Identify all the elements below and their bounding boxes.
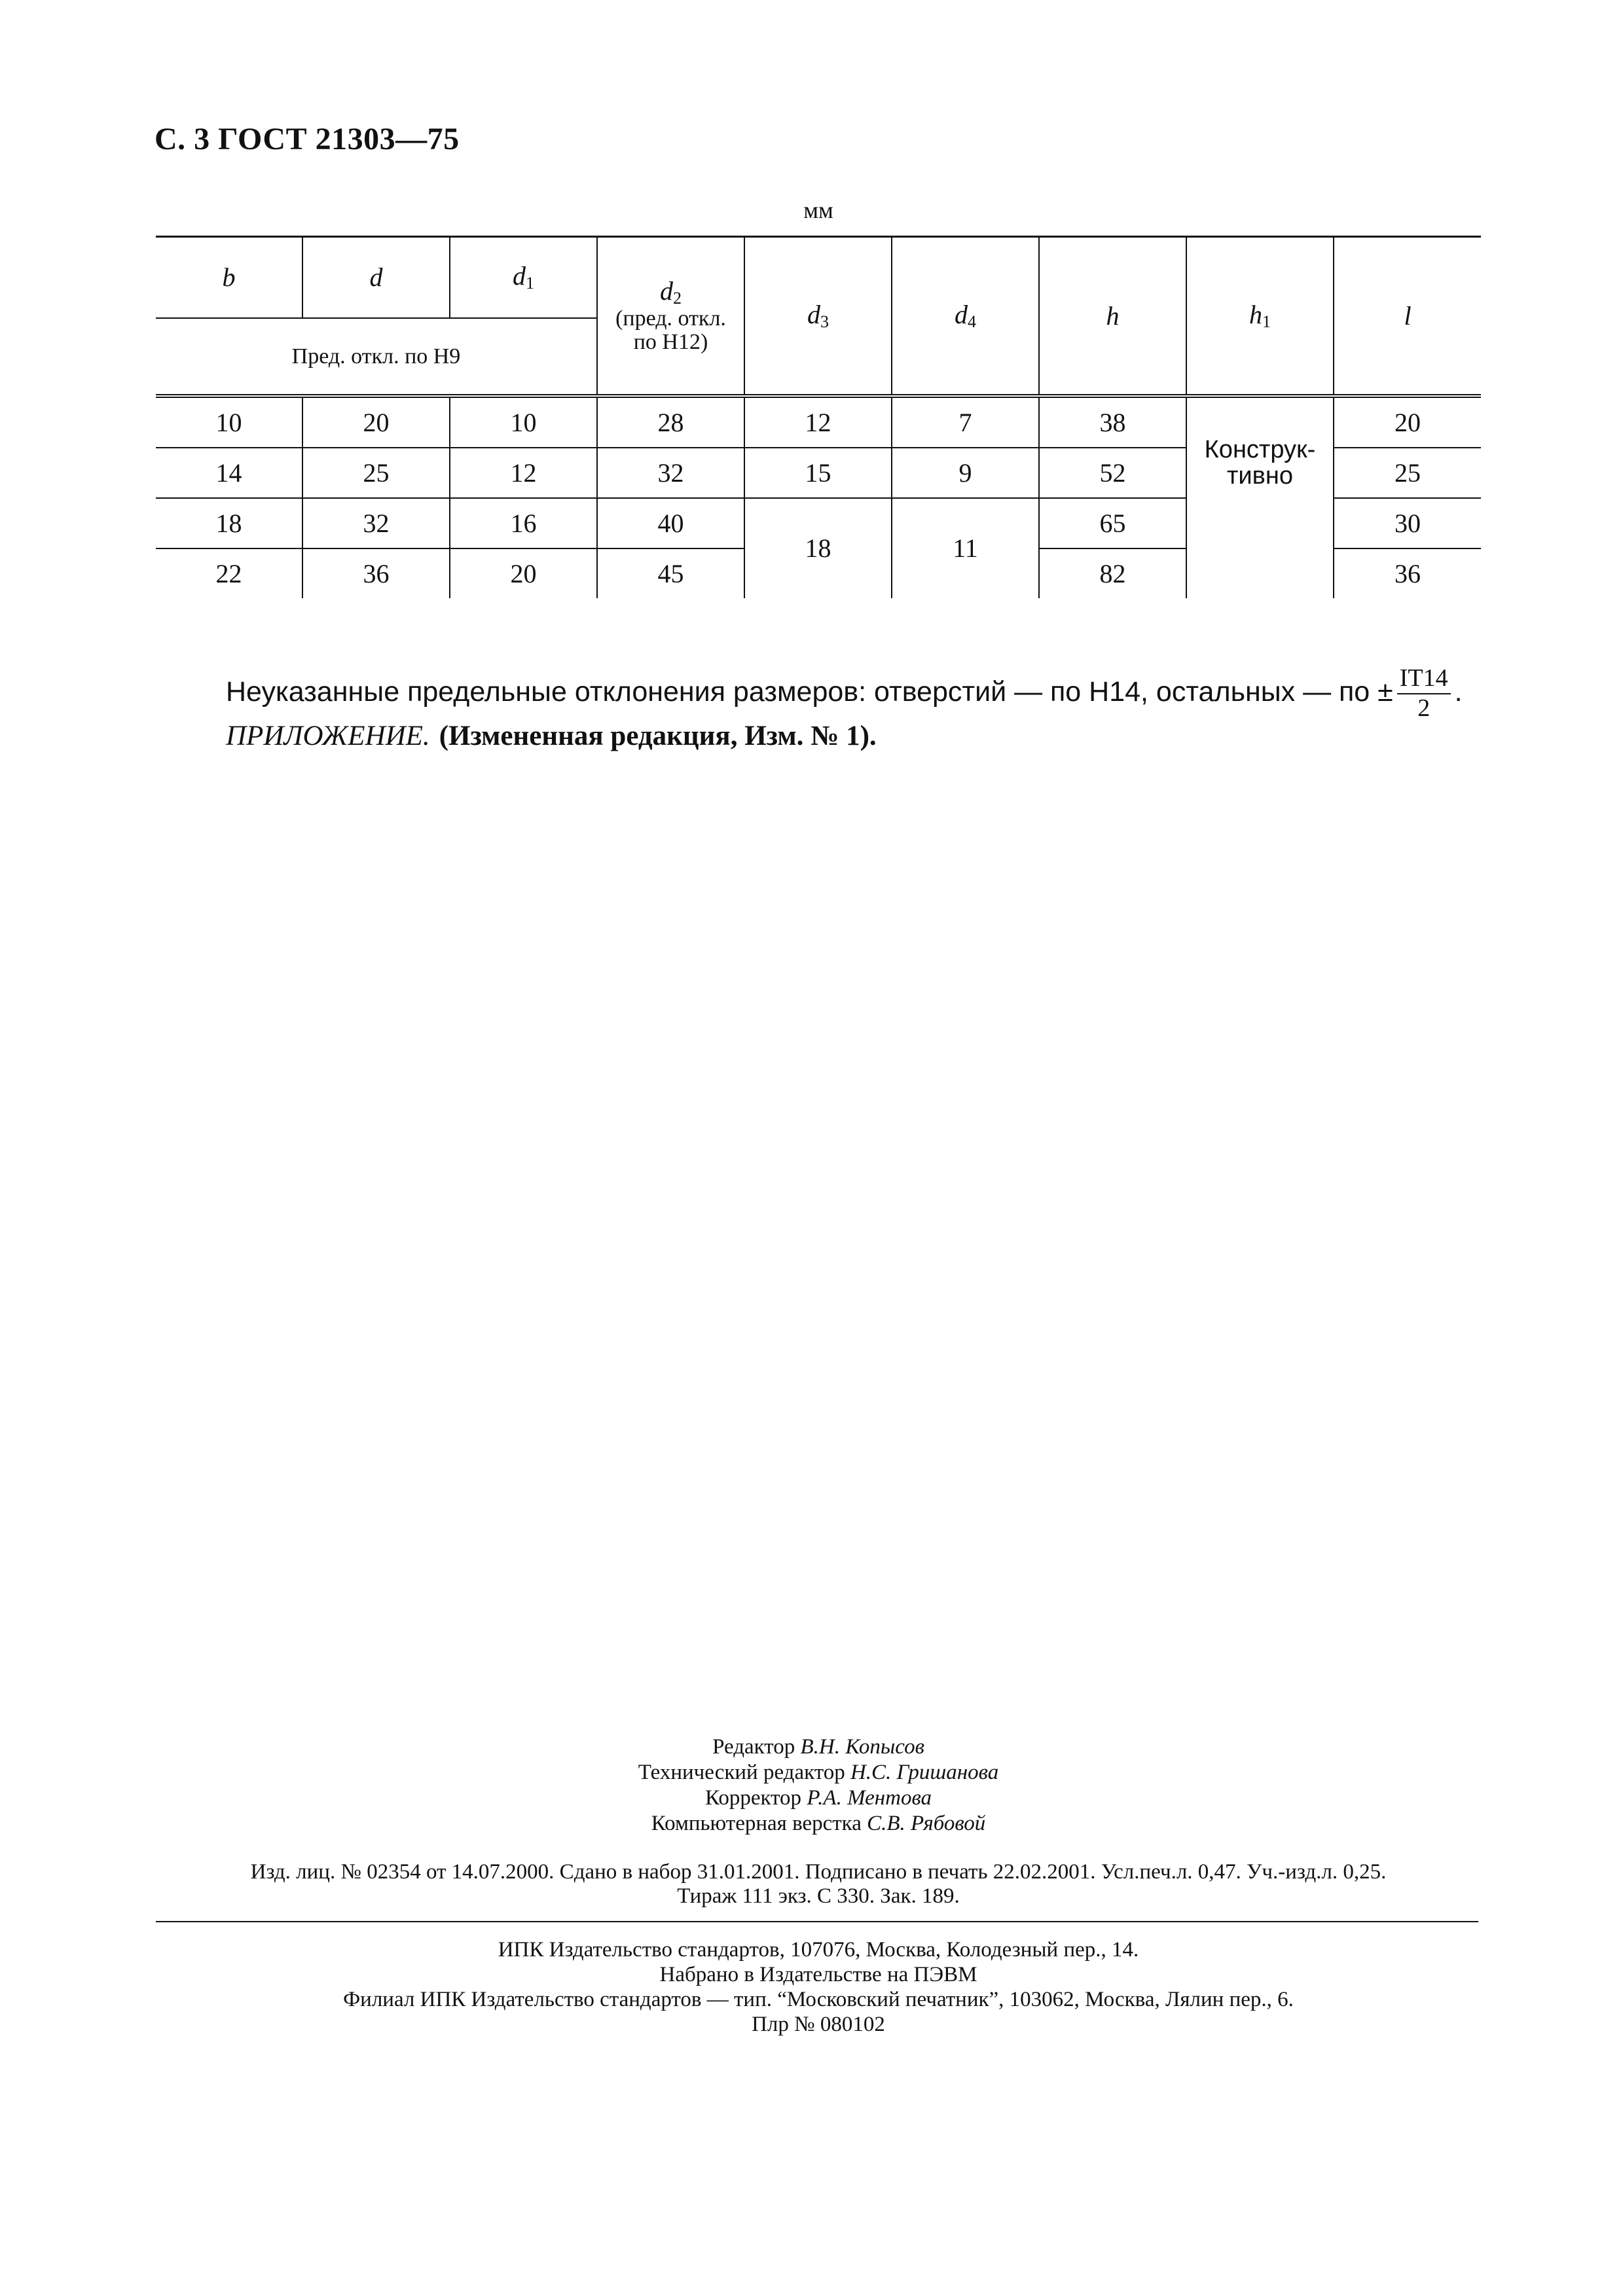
appendix-label: ПРИЛОЖЕНИЕ. [226,721,430,751]
cell-d: 36 [302,548,450,598]
cell-b: 22 [156,548,302,598]
cell-d2: 28 [597,396,744,448]
imprint-tech-editor: Технический редактор Н.С. Гришанова [638,1761,999,1784]
col-header-d: d [302,237,450,319]
imprint-block [156,1734,1481,1837]
printer-line-1: ИПК Издательство стандартов, 107076, Москва, Колодезный пер., 14. [498,1938,1139,1962]
imprint-corrector: Корректор Р.А. Ментова [704,1786,932,1810]
cell-d4: 9 [892,448,1039,498]
imprint-layout: Компьютерная верстка С.В. Рябовой [651,1812,986,1835]
modification-note: (Измененная редакция, Изм. № 1). [439,721,877,751]
cell-d4-merged: 11 [892,498,1039,598]
cell-b: 18 [156,498,302,548]
cell-d2: 32 [597,448,744,498]
page-header-title: С. 3 ГОСТ 21303—75 [155,122,460,156]
col-header-h1: $h_1$ [1186,237,1334,397]
cell-l: 36 [1334,548,1481,598]
dimensions-table [156,236,1481,598]
col-header-d2: $d_2$ (пред. откл. по Н12) [597,237,744,397]
d2-tolerance-note: (пред. откл. по Н12) [615,306,726,355]
cell-d1: 16 [450,498,597,548]
printer-info [156,1937,1481,2037]
cell-l: 30 [1334,498,1481,548]
cell-d: 20 [302,396,450,448]
cell-d1: 12 [450,448,597,498]
cell-l: 25 [1334,448,1481,498]
col-header-b: b [156,237,302,319]
cell-b: 14 [156,448,302,498]
cell-d4: 7 [892,396,1039,448]
cell-h: 38 [1039,396,1186,448]
cell-d1: 20 [450,548,597,598]
imprint-editor: Редактор В.Н. Копысов [712,1735,924,1759]
cell-h: 52 [1039,448,1186,498]
footer-divider [156,1921,1478,1922]
col-header-h: h [1039,237,1186,397]
printer-line-2: Набрано в Издательстве на ПЭВМ [659,1963,977,1986]
tolerance-note: Неуказанные предельные отклонения размеров: отверстий — по Н14, остальных — по ± $\frac{IT14}{2}$ . [226,664,1463,722]
publication-info [156,1860,1481,1909]
cell-h1-merged: Конструк- тивно [1186,396,1334,598]
it14-fraction: $\frac{IT14}{2}$ [1397,664,1451,723]
tolerance-note-text: Неуказанные предельные отклонения размеров: отверстий — по Н14, остальных — по ± [226,676,1393,708]
cell-d2: 45 [597,548,744,598]
cell-l: 20 [1334,396,1481,448]
tolerance-header: Пред. откл. по Н9 [156,318,597,396]
table-row [156,396,1481,448]
col-header-l: l [1334,237,1481,397]
cell-d1: 10 [450,396,597,448]
publication-line-1: Изд. лиц. № 02354 от 14.07.2000. Сдано в набор 31.01.2001. Подписано в печать 22.02.2001. Усл.печ.л. 0,47. Уч.-изд.л. 0,25. [250,1860,1387,1884]
cell-h: 65 [1039,498,1186,548]
appendix-note [226,720,877,752]
cell-d3-merged: 18 [744,498,892,598]
cell-d3: 12 [744,396,892,448]
cell-b: 10 [156,396,302,448]
col-header-d3: $d_3$ [744,237,892,397]
col-header-d4: $d_4$ [892,237,1039,397]
publication-line-2: Тираж 111 экз. С 330. Зак. 189. [677,1884,960,1908]
col-header-d1: $d_1$ [450,237,597,319]
cell-d2: 40 [597,498,744,548]
table-unit-label: мм [803,197,833,223]
cell-d: 32 [302,498,450,548]
printer-line-4: Плр № 080102 [752,2013,885,2036]
cell-h: 82 [1039,548,1186,598]
cell-d: 25 [302,448,450,498]
cell-d3: 15 [744,448,892,498]
printer-line-3: Филиал ИПК Издательство стандартов — тип. “Московский печатник”, 103062, Москва, Лялин пер., 6. [343,1988,1294,2011]
